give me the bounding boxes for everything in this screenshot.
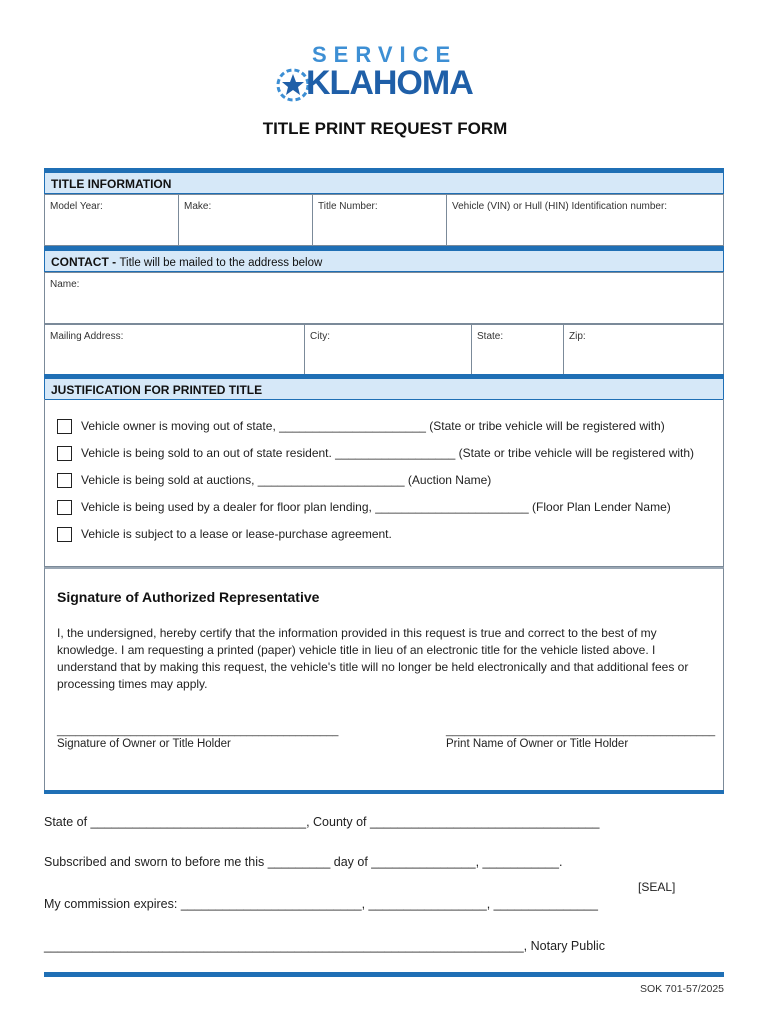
print-name-label: Print Name of Owner or Title Holder <box>446 738 629 750</box>
notary-seal: [SEAL] <box>638 880 676 894</box>
justification-option-floor-plan[interactable] <box>57 499 722 517</box>
state-label: State: <box>477 331 504 342</box>
mailing-address-label: Mailing Address: <box>50 331 124 342</box>
zip-label: Zip: <box>569 331 586 342</box>
title-number-field[interactable] <box>312 194 447 246</box>
city-label: City: <box>310 331 330 342</box>
logo-star-icon <box>276 68 310 102</box>
name-label: Name: <box>50 279 80 290</box>
logo-service-text: SERVICE <box>312 42 458 67</box>
contact-heading: CONTACT - Title will be mailed to the address below <box>51 255 323 269</box>
checkbox[interactable] <box>57 446 72 461</box>
contact-subheading: Title will be mailed to the address below <box>119 257 323 269</box>
logo-klahoma-text: KLAHOMA <box>306 64 473 102</box>
mailing-address-field[interactable] <box>44 324 305 376</box>
notary-state-county[interactable]: State of _______________________________, County of _________________________________ <box>44 815 600 829</box>
justification-heading: JUSTIFICATION FOR PRINTED TITLE <box>51 383 263 397</box>
state-field[interactable] <box>471 324 564 376</box>
vin-label: Vehicle (VIN) or Hull (HIN) Identification number: <box>452 201 668 212</box>
title-information-heading: TITLE INFORMATION <box>51 177 172 191</box>
print-name-line[interactable]: ____________________________________________ <box>446 725 716 737</box>
option-label: Vehicle is subject to a lease or lease-purchase agreement. <box>81 527 392 541</box>
zip-field[interactable] <box>563 324 724 376</box>
form-title: TITLE PRINT REQUEST FORM <box>262 119 508 138</box>
model-year-field[interactable] <box>44 194 179 246</box>
justification-options <box>44 399 724 567</box>
option-label: Vehicle is being sold to an out of state resident. __________________ (State or tribe vehicle will be registered with) <box>81 446 695 460</box>
make-field[interactable] <box>178 194 313 246</box>
owner-signature-line[interactable]: ______________________________________________ <box>57 725 339 737</box>
checkbox[interactable] <box>57 473 72 488</box>
city-field[interactable] <box>304 324 472 376</box>
certification-text: I, the undersigned, hereby certify that the information provided in this request is true and correct to the best of my knowledge. I am requesting a printed (paper) vehicle title in lieu of an electronic title for the vehicle listed above. I understand that by making this request, the vehicle's title will no longer be held electronically and that additional fees or processing times may apply. <box>57 626 689 691</box>
checkbox[interactable] <box>57 500 72 515</box>
service-oklahoma-logo <box>276 42 496 104</box>
option-label: Vehicle is being used by a dealer for floor plan lending, _______________________ (Floor Plan Lender Name) <box>81 500 671 514</box>
make-label: Make: <box>184 201 212 212</box>
option-label: Vehicle owner is moving out of state, ______________________ (State or tribe vehicle will be registered with) <box>81 419 665 433</box>
section-divider <box>44 790 724 794</box>
name-field[interactable] <box>44 272 724 324</box>
signature-title: Signature of Authorized Representative <box>57 589 320 605</box>
signature-section <box>44 567 724 792</box>
footer-bar <box>44 972 724 977</box>
checkbox[interactable] <box>57 527 72 542</box>
contact-header <box>44 250 724 272</box>
checkbox[interactable] <box>57 419 72 434</box>
justification-header <box>44 378 724 400</box>
justification-option-lease[interactable] <box>57 526 722 544</box>
justification-option-sold-out-of-state[interactable] <box>57 445 722 463</box>
title-information-header <box>44 172 724 194</box>
notary-public-signature[interactable]: _____________________________________________________________________, Notary Public <box>44 939 605 953</box>
notary-subscribed-sworn[interactable]: Subscribed and sworn to before me this _________ day of _______________, ___________. <box>44 855 563 869</box>
vin-field[interactable] <box>446 194 724 246</box>
justification-option-moving[interactable] <box>57 418 722 436</box>
form-code: SOK 701-57/2025 <box>639 983 724 995</box>
justification-option-auction[interactable] <box>57 472 722 490</box>
option-label: Vehicle is being sold at auctions, ______________________ (Auction Name) <box>81 473 492 487</box>
model-year-label: Model Year: <box>50 201 103 212</box>
title-number-label: Title Number: <box>318 201 378 212</box>
notary-commission-expires[interactable]: My commission expires: __________________________, _________________, _______________ <box>44 897 598 911</box>
owner-signature-label: Signature of Owner or Title Holder <box>57 738 231 750</box>
